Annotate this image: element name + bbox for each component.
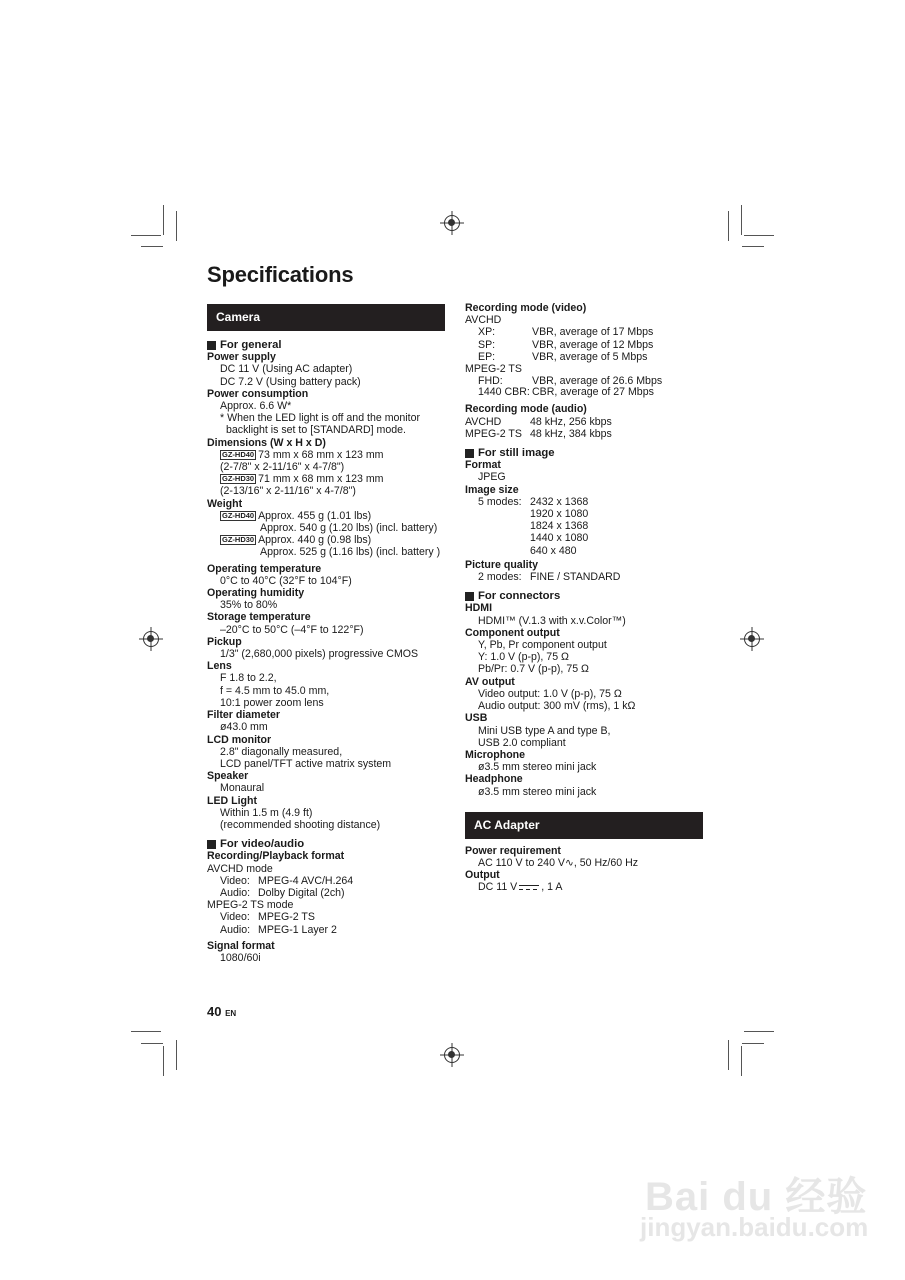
- dimensions-hd30-inch: (2-13/16" x 2-11/16" x 4-7/8"): [220, 485, 356, 498]
- baidu-watermark-logo: Bai du 经验: [645, 1175, 868, 1219]
- registration-mark-bottom: [444, 1047, 460, 1063]
- component-output-value: Pb/Pr: 0.7 V (p-p), 75 Ω: [478, 663, 589, 676]
- page-title: Specifications: [207, 262, 354, 287]
- storage-temperature-label: Storage temperature: [207, 611, 311, 624]
- rec-mode-row: EP: VBR, average of 5 Mbps: [478, 350, 648, 363]
- lcd-monitor-value: 2.8" diagonally measured,: [220, 745, 343, 758]
- image-size-row: 5 modes: 2432 x 1368: [478, 495, 589, 508]
- speaker-value: Monaural: [220, 782, 265, 795]
- microphone-label: Microphone: [465, 748, 526, 761]
- dimensions-hd30: GZ-HD30 71 mm x 68 mm x 123 mm: [222, 473, 384, 486]
- power-supply-value: DC 11 V (Using AC adapter): [220, 363, 353, 376]
- registration-mark-left: [143, 631, 159, 647]
- image-size-value: 640 x 480: [530, 544, 577, 557]
- operating-humidity-value: 35% to 80%: [220, 599, 278, 612]
- mpeg-audio: Audio: MPEG-1 Layer 2: [220, 923, 337, 936]
- lcd-monitor-value: LCD panel/TFT active matrix system: [220, 757, 392, 770]
- rec-mode-row: 1440 CBR: CBR, average of 27 Mbps: [478, 386, 654, 399]
- ac-adapter-section-header: AC Adapter: [465, 812, 703, 839]
- component-output-value: Y: 1.0 V (p-p), 75 Ω: [478, 651, 569, 664]
- speaker-label: Speaker: [207, 770, 249, 783]
- led-light-value: Within 1.5 m (4.9 ft): [220, 806, 313, 819]
- led-light-value: (recommended shooting distance): [220, 818, 381, 831]
- signal-format-value: 1080/60i: [220, 951, 261, 964]
- video-audio-heading: For video/audio: [207, 838, 445, 850]
- weight-hd30: GZ-HD30 Approx. 440 g (0.98 lbs): [222, 534, 372, 547]
- recording-mode-audio-label: Recording mode (audio): [465, 403, 587, 416]
- model-badge: GZ-HD40: [222, 449, 255, 459]
- image-size-value: 1440 x 1080: [530, 532, 589, 545]
- output-label: Output: [465, 869, 500, 882]
- mpeg-video: Video: MPEG-2 TS: [220, 911, 315, 924]
- hdmi-value: HDMI™ (V.1.3 with x.v.Color™): [478, 614, 626, 627]
- model-badge: GZ-HD30: [222, 474, 255, 484]
- component-output-label: Component output: [465, 626, 560, 639]
- component-output-value: Y, Pb, Pr component output: [478, 639, 607, 652]
- power-consumption-value: Approx. 6.6 W*: [220, 400, 292, 413]
- avchd-video: Video: MPEG-4 AVC/H.264: [220, 874, 354, 887]
- picture-quality-row: 2 modes: FINE / STANDARD: [478, 571, 621, 584]
- pickup-value: 1/3" (2,680,000 pixels) progressive CMOS: [220, 648, 419, 661]
- format-value: JPEG: [478, 471, 506, 484]
- operating-temperature-value: 0°C to 40°C (32°F to 104°F): [220, 574, 352, 587]
- left-column: [207, 304, 445, 964]
- lcd-monitor-label: LCD monitor: [207, 733, 272, 746]
- recording-format-label: Recording/Playback format: [207, 850, 345, 863]
- rec-mode-row: SP: VBR, average of 12 Mbps: [478, 338, 654, 351]
- dimensions-hd40-inch: (2-7/8" x 2-11/16" x 4-7/8"): [220, 461, 345, 474]
- av-output-value: Video output: 1.0 V (p-p), 75 Ω: [478, 687, 622, 700]
- headphone-label: Headphone: [465, 773, 523, 786]
- dimensions-hd40: GZ-HD40 73 mm x 68 mm x 123 mm: [222, 448, 384, 461]
- lens-value: 10:1 power zoom lens: [220, 696, 324, 709]
- output-value: DC 11 V , 1 A: [478, 881, 563, 894]
- model-badge: GZ-HD40: [222, 510, 255, 520]
- right-column: [465, 302, 703, 894]
- lens-label: Lens: [207, 660, 232, 673]
- power-consumption-note: * When the LED light is off and the monitor: [220, 412, 421, 425]
- mpeg-mode: MPEG-2 TS mode: [207, 899, 294, 912]
- square-bullet-icon: [465, 449, 474, 458]
- av-output-label: AV output: [465, 675, 515, 688]
- dc-symbol-icon: [519, 884, 539, 892]
- hdmi-label: HDMI: [465, 602, 493, 615]
- usb-value: USB 2.0 compliant: [478, 736, 566, 749]
- av-output-value: Audio output: 300 mV (rms), 1 kΩ: [478, 700, 636, 713]
- weight-hd30-battery: Approx. 525 g (1.16 lbs) (incl. battery ): [260, 546, 441, 559]
- picture-quality-label: Picture quality: [465, 558, 538, 571]
- rec-audio-row: MPEG-2 TS 48 kHz, 384 kbps: [465, 427, 612, 440]
- camera-section-header: Camera: [207, 304, 445, 331]
- format-label: Format: [465, 459, 501, 472]
- page-number: 40 EN: [207, 1004, 237, 1019]
- power-consumption-label: Power consumption: [207, 387, 309, 400]
- power-supply-label: Power supply: [207, 351, 276, 364]
- recording-mode-video-label: Recording mode (video): [465, 302, 587, 314]
- lens-value: F 1.8 to 2.2,: [220, 672, 277, 685]
- pickup-label: Pickup: [207, 635, 242, 648]
- model-badge: GZ-HD30: [222, 535, 255, 545]
- power-requirement-label: Power requirement: [465, 844, 561, 857]
- led-light-label: LED Light: [207, 794, 258, 807]
- operating-temperature-label: Operating temperature: [207, 562, 322, 575]
- image-size-value: 1824 x 1368: [530, 520, 589, 533]
- registration-mark-top: [444, 215, 460, 231]
- avchd-audio: Audio: Dolby Digital (2ch): [220, 886, 345, 899]
- usb-label: USB: [465, 712, 488, 725]
- weight-hd40-battery: Approx. 540 g (1.20 lbs) (incl. battery): [260, 522, 438, 535]
- baidu-watermark-url: jingyan.baidu.com: [640, 1212, 869, 1242]
- image-size-label: Image size: [465, 483, 519, 496]
- usb-value: Mini USB type A and type B,: [478, 724, 611, 737]
- avchd-label: AVCHD: [465, 314, 502, 327]
- power-consumption-note: backlight is set to [STANDARD] mode.: [226, 424, 406, 437]
- mpeg-label: MPEG-2 TS: [465, 363, 522, 376]
- headphone-value: ø3.5 mm stereo mini jack: [478, 785, 597, 798]
- filter-diameter-label: Filter diameter: [207, 709, 281, 722]
- registration-mark-right: [744, 631, 760, 647]
- weight-label: Weight: [207, 497, 243, 510]
- rec-audio-row: AVCHD 48 kHz, 256 kbps: [465, 415, 612, 428]
- connectors-heading: For connectors: [465, 590, 703, 602]
- dimensions-label: Dimensions (W x H x D): [207, 436, 326, 449]
- operating-humidity-label: Operating humidity: [207, 587, 305, 600]
- still-image-heading: For still image: [465, 447, 703, 459]
- weight-hd40: GZ-HD40 Approx. 455 g (1.01 lbs): [222, 509, 372, 522]
- avchd-mode: AVCHD mode: [207, 862, 273, 875]
- filter-diameter-value: ø43.0 mm: [220, 721, 268, 734]
- rec-mode-row: XP: VBR, average of 17 Mbps: [478, 326, 654, 339]
- signal-format-label: Signal format: [207, 939, 275, 952]
- rec-mode-row: FHD: VBR, average of 26.6 Mbps: [478, 375, 663, 388]
- microphone-value: ø3.5 mm stereo mini jack: [478, 761, 597, 774]
- square-bullet-icon: [465, 592, 474, 601]
- storage-temperature-value: –20°C to 50°C (–4°F to 122°F): [220, 623, 364, 636]
- square-bullet-icon: [207, 341, 216, 350]
- power-requirement-value: AC 110 V to 240 V∿, 50 Hz/60 Hz: [478, 856, 639, 869]
- image-size-value: 1920 x 1080: [530, 508, 589, 521]
- square-bullet-icon: [207, 840, 216, 849]
- general-heading: For general: [207, 339, 445, 351]
- power-supply-value: DC 7.2 V (Using battery pack): [220, 375, 361, 388]
- lens-value: f = 4.5 mm to 45.0 mm,: [220, 684, 330, 697]
